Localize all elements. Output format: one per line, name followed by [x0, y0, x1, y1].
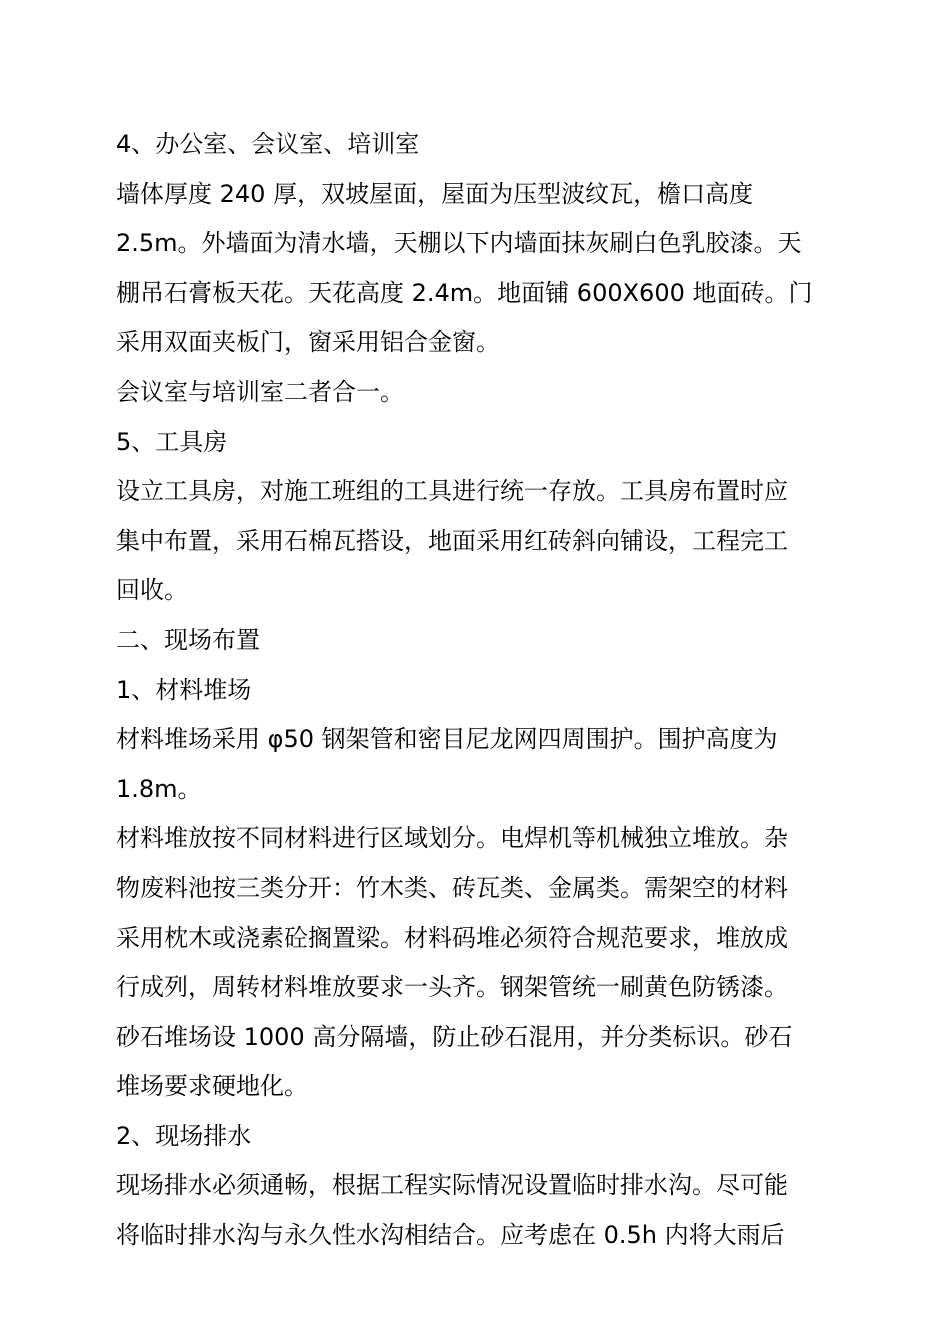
- paragraph-line: 1.8m。: [116, 774, 202, 803]
- paragraph-line: 墙体厚度 240 厚，双坡屋面，屋面为压型波纹瓦，檐口高度: [116, 179, 754, 208]
- paragraph-line: 棚吊石膏板天花。天花高度 2.4m。地面铺 600X600 地面砖。门: [116, 278, 813, 307]
- heading-material-yard: 1、材料堆场: [116, 675, 252, 704]
- paragraph-line: 物废料池按三类分开：竹木类、砖瓦类、金属类。需架空的材料: [116, 873, 788, 902]
- paragraph-line: 材料堆场采用 φ50 钢架管和密目尼龙网四周围护。围护高度为: [116, 725, 778, 754]
- paragraph-line: 将临时排水沟与永久性水沟相结合。应考虑在 0.5h 内将大雨后: [116, 1221, 785, 1250]
- paragraph-line: 现场排水必须通畅，根据工程实际情况设置临时排水沟。尽可能: [116, 1171, 788, 1200]
- paragraph-line: 回收。: [116, 576, 188, 605]
- paragraph-line: 材料堆放按不同材料进行区域划分。电焊机等机械独立堆放。杂: [116, 824, 788, 853]
- paragraph-line: 集中布置，采用石棉瓦搭设，地面采用红砖斜向铺设，工程完工: [116, 526, 788, 555]
- paragraph-line: 会议室与培训室二者合一。: [116, 377, 404, 406]
- paragraph-line: 采用双面夹板门，窗采用铝合金窗。: [116, 328, 500, 357]
- heading-site-layout: 二、现场布置: [116, 625, 260, 654]
- paragraph-line: 2.5m。外墙面为清水墙，天棚以下内墙面抹灰刷白色乳胶漆。天: [116, 229, 802, 258]
- document-page: [116, 120, 836, 1261]
- heading-tool-room: 5、工具房: [116, 427, 228, 456]
- paragraph-line: 采用枕木或浇素砼搁置梁。材料码堆必须符合规范要求，堆放成: [116, 923, 788, 952]
- paragraph-line: 砂石堆场设 1000 高分隔墙，防止砂石混用，并分类标识。砂石: [116, 1022, 793, 1051]
- paragraph-line: 设立工具房，对施工班组的工具进行统一存放。工具房布置时应: [116, 477, 788, 506]
- heading-office-rooms: 4、办公室、会议室、培训室: [116, 130, 420, 158]
- paragraph-line: 行成列，周转材料堆放要求一头齐。钢架管统一刷黄色防锈漆。: [116, 973, 788, 1002]
- paragraph-line: 堆场要求硬地化。: [116, 1072, 308, 1101]
- heading-site-drainage: 2、现场排水: [116, 1121, 252, 1150]
